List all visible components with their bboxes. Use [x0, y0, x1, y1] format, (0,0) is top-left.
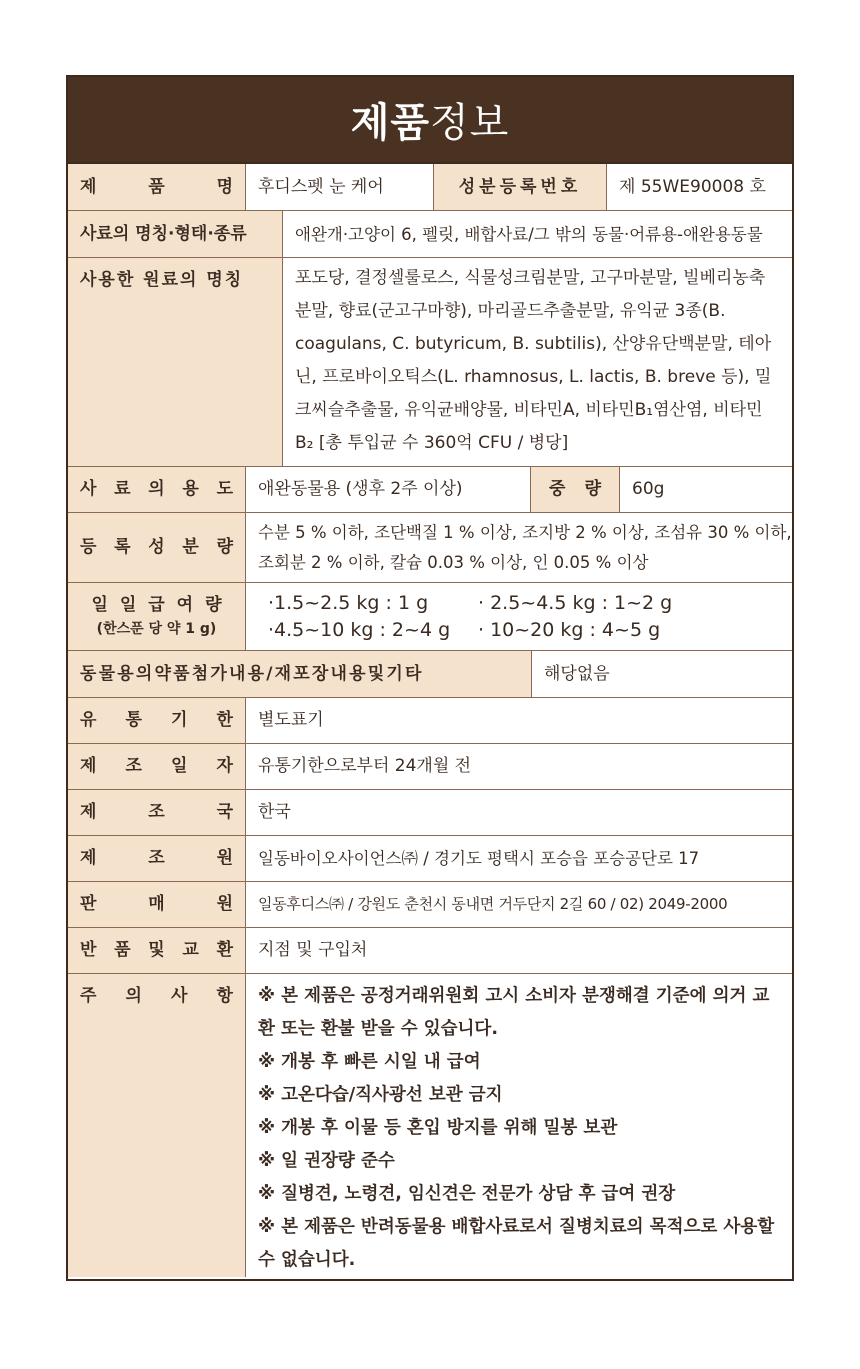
row-ingredients: [68, 258, 792, 467]
caution-list: [246, 974, 792, 1277]
label-additives: 동물용의약품첨가내용/재포장내용및기타: [68, 651, 532, 697]
row-manufacturer: [68, 836, 792, 882]
value-composition: [246, 513, 804, 582]
value-additives: 해당없음: [544, 663, 610, 684]
value-weight: 60g: [632, 479, 665, 499]
caution-item: ※ 개봉 후 이물 등 혼입 방지를 위해 밀봉 보관: [258, 1118, 618, 1138]
label-manufacturer: 제 조 원: [68, 836, 246, 881]
row-feed-type: [68, 211, 792, 258]
row-returns: [68, 928, 792, 974]
value-expiry: 별도표기: [258, 710, 324, 730]
page-title: [68, 77, 792, 164]
value-returns: 지점 및 구입처: [258, 940, 368, 960]
caution-item: ※ 질병견, 노령견, 임신견은 전문가 상담 후 급여 권장: [258, 1184, 676, 1204]
value-ingredients: 포도당, 결정셀룰로스, 식물성크림분말, 고구마분말, 빌베리농축분말, 향료(군고구마향), 마리골드추출분말, 유익균 3종(B. coagulans, C. butyricum, B. subtilis), 산양유단백분말, 테아닌, 프로바이오틱스(L. rhamnosus, L. lactis, B. breve 등), 밀크씨슬추출물, 유익균배양물, 비타민A, 비타민B₁염산염, 비타민B₂ [총 투입균 수 360억 CFU / 병당]: [295, 268, 772, 453]
label-product-name: 제 품 명: [68, 164, 246, 210]
row-expiry: [68, 698, 792, 744]
product-info-table: [66, 75, 794, 1281]
caution-item: ※ 본 제품은 공정거래위원회 고시 소비자 분쟁해결 기준에 의거 교환 또는 환불 받을 수 있습니다.: [258, 986, 770, 1039]
label-composition: 등 록 성 분 량: [68, 513, 246, 582]
label-seller: 판 매 원: [68, 882, 246, 927]
title-bold: 제품: [350, 100, 430, 146]
row-country: [68, 790, 792, 836]
value-mfg-date: 유통기한으로부터 24개월 전: [258, 756, 472, 776]
value-usage: 애완동물용 (생후 2주 이상): [258, 479, 463, 499]
row-usage: [68, 467, 792, 513]
dosage-sublabel: (한스푼 당 약 1 g): [96, 620, 217, 637]
value-country: 한국: [258, 802, 291, 822]
title-normal: 정보: [430, 100, 510, 146]
caution-item: ※ 개봉 후 빠른 시일 내 급여: [258, 1052, 481, 1072]
label-dosage: [68, 583, 246, 650]
label-registration-number: 성분등록번호: [433, 164, 607, 210]
row-additives: [68, 651, 792, 698]
row-dosage: [68, 583, 792, 651]
label-weight: 중 량: [530, 467, 620, 512]
value-seller: 일동후디스㈜ / 강원도 춘천시 동내면 거두단지 2길 60 / 02) 2049-2000: [258, 895, 728, 913]
value-dosage: [246, 583, 792, 650]
value-feed-type: 애완개·고양이 6, 펠릿, 배합사료/그 밖의 동물·어류용-애완용동물: [295, 224, 763, 244]
row-caution: [68, 974, 792, 1277]
label-mfg-date: 제 조 일 자: [68, 744, 246, 789]
composition-line-1: 수분 5 % 이하, 조단백질 1 % 이상, 조지방 2 % 이상, 조섬유 30 % 이하,: [258, 522, 792, 542]
value-registration-number: 제 55WE90008 호: [619, 176, 766, 197]
row-composition: [68, 513, 792, 583]
value-manufacturer: 일동바이오사이언스㈜ / 경기도 평택시 포승읍 포승공단로 17: [258, 849, 700, 868]
label-caution: 주 의 사 항: [68, 974, 246, 1277]
row-mfg-date: [68, 744, 792, 790]
dosage-item: ·1.5~2.5 kg : 1 g: [268, 591, 429, 614]
composition-line-2: 조회분 2 % 이하, 칼슘 0.03 % 이상, 인 0.05 % 이상: [258, 552, 649, 572]
dosage-label-main: 일 일 급 여 량: [91, 594, 222, 615]
dosage-item: ·4.5~10 kg : 2~4 g: [268, 618, 451, 641]
caution-item: ※ 본 제품은 반려동물용 배합사료로서 질병치료의 목적으로 사용할 수 없습니다.: [258, 1217, 775, 1270]
caution-item: ※ 일 권장량 준수: [258, 1151, 395, 1171]
label-ingredients: 사용한 원료의 명칭: [68, 258, 283, 466]
label-feed-type: 사료의 명칭·형태·종류: [68, 211, 283, 257]
row-product-name: [68, 164, 792, 211]
label-returns: 반 품 및 교 환: [68, 928, 246, 973]
value-product-name: 후디스펫 눈 케어: [258, 176, 384, 197]
label-usage: 사 료 의 용 도: [68, 467, 246, 512]
dosage-item: · 10~20 kg : 4~5 g: [478, 618, 661, 641]
caution-item: ※ 고온다습/직사광선 보관 금지: [258, 1085, 503, 1105]
dosage-grid: [246, 584, 720, 650]
dosage-item: · 2.5~4.5 kg : 1~2 g: [478, 591, 673, 614]
label-country: 제 조 국: [68, 790, 246, 835]
label-expiry: 유 통 기 한: [68, 698, 246, 743]
row-seller: [68, 882, 792, 928]
